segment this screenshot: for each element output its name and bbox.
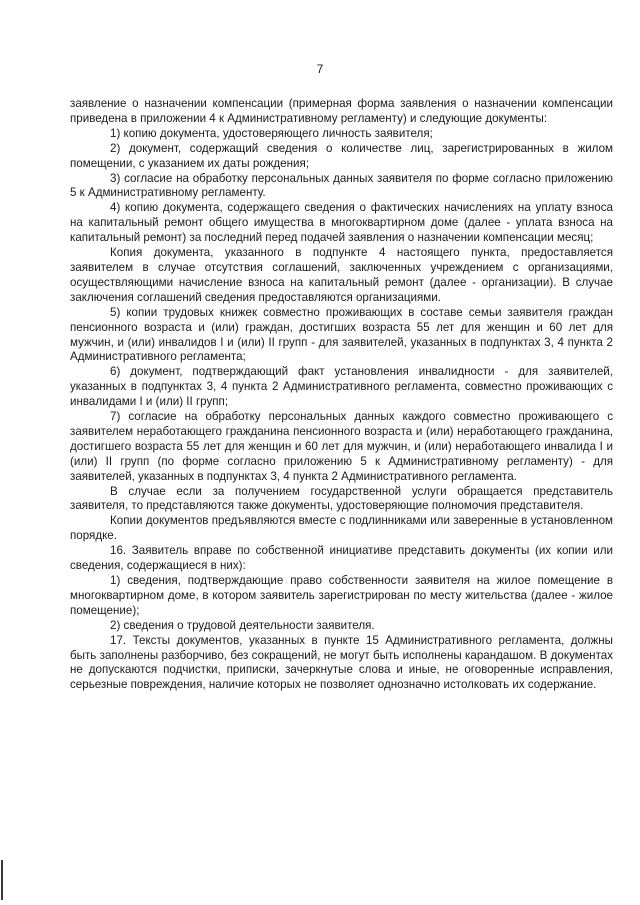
paragraph-clause-17: 17. Тексты документов, указанных в пункте 15 Административного регламента, должны быть заполнены разборчиво, без сокращений, не могут быть исполнены карандашом. В документах не допускаются подчистки, приписки, зачеркнутые слова и иные, не оговоренные исправления, серьезные повреждения, наличие которых не позволяет однозначно истолковать их содержание. [70, 633, 613, 692]
paragraph-item-7: 7) согласие на обработку персональных данных каждого совместно проживающего с заявителем неработающего гражданина пенсионного возраста и (или) неработающего гражданина, достигшего возраста 55 лет для женщин и 60 лет для мужчин, и (или) неработающего инвалида I и (или) II групп (по форме согласно приложению 5 к Административному регламенту) - для заявителей, указанных в подпунктах 3, 4 пункта 2 Административного регламента. [70, 410, 613, 483]
paragraph-item-4: 4) копию документа, содержащего сведения о фактических начислениях на уплату взноса на капитальный ремонт общего имущества в многоквартирном доме (далее - уплата взноса на капитальный ремонт) за последний перед подачей заявления о назначении компенсации месяц; [70, 201, 613, 245]
page-number: 7 [316, 62, 324, 76]
paragraph-clause-16-item-2: 2) сведения о трудовой деятельности заявителя. [110, 618, 375, 632]
paragraph-item-5: 5) копии трудовых книжек совместно проживающих в составе семьи заявителя граждан пенсионного возраста и (или) граждан, достигших возраста 55 лет для женщин и 60 лет для мужчин, и (или) инвалидов I и (или) II групп - для заявителей, указанных в подпунктах 3, 4 пункта 2 Административного регламента; [70, 305, 613, 364]
paragraph-intro: заявление о назначении компенсации (примерная форма заявления о назначении компенсации приведена в приложении 4 к Административному регламенту) и следующие документы: [70, 97, 613, 125]
paragraph-representative: В случае если за получением государственной услуги обращается представитель заявителя, то представляются также документы, удостоверяющие полномочия представителя. [70, 484, 613, 513]
paragraph-copy-note: Копия документа, указанного в подпункте 4 настоящего пункта, предоставляется заявителем в случае отсутствия соглашений, заключенных учреждением с организациями, осуществляющими начисление взноса на капитальный ремонт (далее - организации). В случае заключения соглашений сведения предоставляются организациями. [70, 246, 613, 304]
paragraph-item-2: 2) документ, содержащий сведения о количестве лиц, зарегистрированных в жилом помещении, с указанием их даты рождения; [70, 141, 613, 170]
paragraph-clause-16: 16. Заявитель вправе по собственной инициативе представить документы (их копии или сведения, содержащиеся в них): [70, 544, 613, 573]
paragraph-item-6: 6) документ, подтверждающий факт установления инвалидности - для заявителей, указанных в подпунктах 3, 4 пункта 2 Административного регламента, совместно проживающих с инвалидами I и (или) II групп; [70, 365, 613, 409]
paragraph-clause-16-item-1: 1) сведения, подтверждающие право собственности заявителя на жилое помещение в многоквартирном доме, в котором заявитель зарегистрирован по месту жительства (далее - жилое помещение); [70, 574, 613, 617]
scan-edge-mark [1, 860, 3, 900]
paragraph-item-3: 3) согласие на обработку персональных данных заявителя по форме согласно приложению 5 к Административному регламенту. [70, 171, 613, 200]
paragraph-copies: Копии документов предъявляются вместе с подлинниками или заверенные в установленном порядке. [70, 514, 613, 543]
paragraph-item-1: 1) копию документа, удостоверяющего личность заявителя; [110, 126, 433, 140]
document-body [70, 97, 613, 693]
